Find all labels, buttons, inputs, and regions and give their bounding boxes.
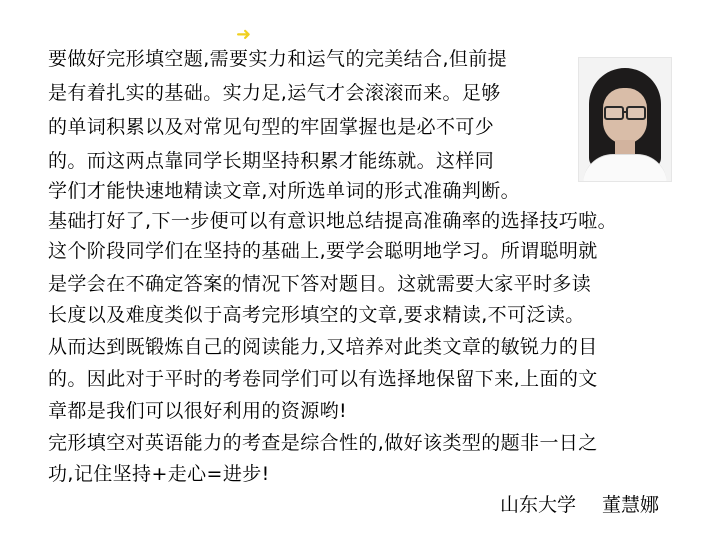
portrait-photo [578, 57, 672, 182]
paragraph-line: 的。而这两点靠同学长期坚持积累才能练就。这样同 [48, 150, 495, 172]
paragraph-line: 的单词积累以及对常见句型的牢固掌握也是必不可少 [48, 116, 495, 138]
paragraph-line: 长度以及难度类似于高考完形填空的文章,要求精读,不可泛读。 [48, 304, 585, 326]
arrow-right-icon: ➜ [236, 24, 252, 45]
paragraph-line: 是学会在不确定答案的情况下答对题目。这就需要大家平时多读 [48, 273, 592, 295]
author-name: 董慧娜 [602, 494, 660, 516]
paragraph-line: 基础打好了,下一步便可以有意识地总结提高准确率的选择技巧啦。 [48, 210, 618, 232]
paragraph-line: 学们才能快速地精读文章,对所选单词的形式准确判断。 [48, 180, 521, 202]
paragraph-line: 是有着扎实的基础。实力足,运气才会滚滚而来。足够 [48, 82, 501, 104]
paragraph-line: 要做好完形填空题,需要实力和运气的完美结合,但前提 [48, 48, 508, 70]
paragraph-line: 功,记住坚持+走心=进步! [48, 463, 270, 485]
glasses-icon [603, 106, 647, 118]
paragraph-line: 完形填空对英语能力的考查是综合性的,做好该类型的题非一日之 [48, 432, 598, 454]
paragraph-line: 的。因此对于平时的考卷同学们可以有选择地保留下来,上面的文 [48, 368, 598, 390]
paragraph-line: 从而达到既锻炼自己的阅读能力,又培养对此类文章的敏锐力的目 [48, 336, 598, 358]
paragraph-line: 这个阶段同学们在坚持的基础上,要学会聪明地学习。所谓聪明就 [48, 240, 598, 262]
paragraph-line: 章都是我们可以很好利用的资源哟! [48, 400, 348, 422]
author-school: 山东大学 [500, 494, 577, 516]
author-signature [500, 490, 659, 520]
